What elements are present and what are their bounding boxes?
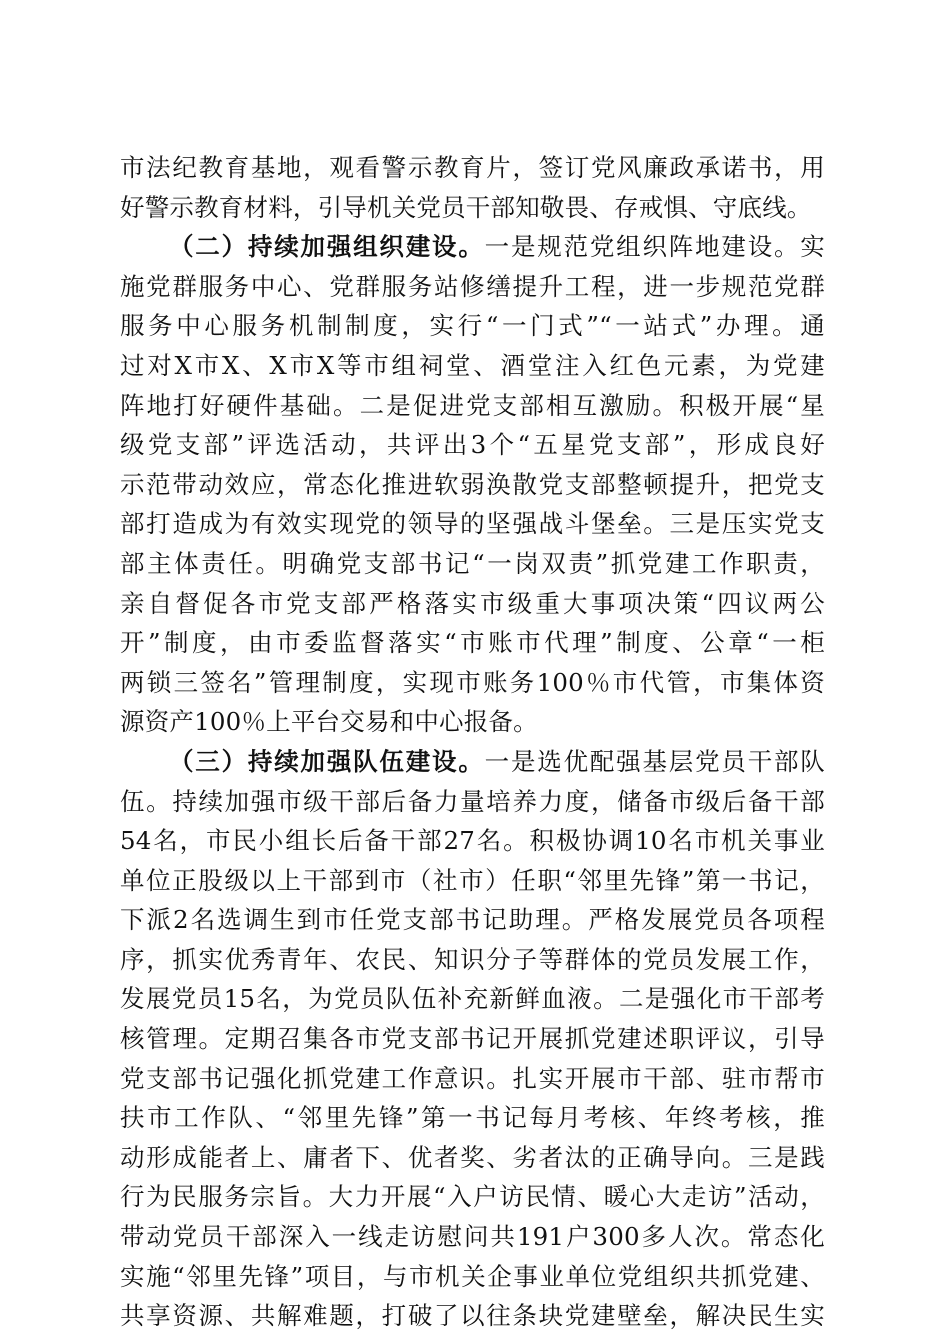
section-heading-line [120, 227, 825, 267]
text-line [120, 465, 825, 505]
text-line [120, 940, 825, 980]
text-line [120, 504, 825, 544]
line-text: 示范带动效应，常态化推进软弱涣散党支部整顿提升，把党支 [120, 469, 825, 499]
text-line [120, 267, 825, 307]
line-text: 54名，市民小组长后备干部27名。积极协调10名市机关事业 [120, 826, 825, 856]
text-line [120, 306, 825, 346]
text-line [120, 702, 825, 742]
line-text: 亲自督促各市党支部严格落实市级重大事项决策“四议两公 [120, 588, 825, 618]
text-line [120, 1098, 825, 1138]
text-line [120, 1138, 825, 1178]
line-text: 部打造成为有效实现党的领导的坚强战斗堡垒。三是压实党支 [120, 509, 825, 539]
text-line [120, 188, 825, 228]
section-heading: （三）持续加强队伍建设。 [169, 746, 485, 776]
line-text: 共享资源、共解难题，打破了以往条块党建壁垒，解决民生实 [120, 1301, 825, 1331]
text-line [120, 821, 825, 861]
text-line [120, 782, 825, 822]
line-text: 阵地打好硬件基础。二是促进党支部相互激励。积极开展“星 [120, 390, 825, 420]
text-line [120, 346, 825, 386]
document-body [120, 148, 825, 1336]
line-text: 行为民服务宗旨。大力开展“入户访民情、暖心大走访”活动， [120, 1182, 825, 1212]
text-line [120, 1059, 825, 1099]
text-line [120, 386, 825, 426]
line-text: 序，抓实优秀青年、农民、知识分子等群体的党员发展工作， [120, 944, 825, 974]
line-text: 部主体责任。明确党支部书记“一岗双责”抓党建工作职责， [120, 548, 825, 578]
line-text: 两锁三签名”管理制度，实现市账务100％市代管，市集体资 [120, 667, 825, 697]
line-text: 发展党员15名，为党员队伍补充新鲜血液。二是强化市干部考 [120, 984, 825, 1014]
line-text: 过对X市X、X市X等市组祠堂、酒堂注入红色元素，为党建 [120, 350, 825, 380]
text-line [120, 1019, 825, 1059]
text-line [120, 623, 825, 663]
line-text: 核管理。定期召集各市党支部书记开展抓党建述职评议，引导 [120, 1024, 825, 1054]
line-text: 实施“邻里先锋”项目，与市机关企事业单位党组织共抓党建、 [120, 1261, 825, 1291]
line-text: 施党群服务中心、党群服务站修缮提升工程，进一步规范党群 [120, 271, 825, 301]
line-text: 单位正股级以上干部到市（社市）任职“邻里先锋”第一书记， [120, 865, 825, 895]
text-line [120, 148, 825, 188]
line-text: 伍。持续加强市级干部后备力量培养力度，储备市级后备干部 [120, 786, 825, 816]
text-line [120, 861, 825, 901]
section-heading: （二）持续加强组织建设。 [169, 232, 485, 262]
text-line [120, 1217, 825, 1257]
text-line [120, 1177, 825, 1217]
text-line [120, 663, 825, 703]
text-line [120, 900, 825, 940]
line-text: 党支部书记强化抓党建工作意识。扎实开展市干部、驻市帮市 [120, 1063, 825, 1093]
line-text: 带动党员干部深入一线走访慰问共191户300多人次。常态化 [120, 1222, 825, 1252]
line-text: 级党支部”评选活动，共评出3个“五星党支部”，形成良好 [120, 430, 825, 460]
text-line [120, 544, 825, 584]
line-text: 好警示教育材料，引导机关党员干部知敬畏、存戒惧、守底线。 [120, 192, 812, 222]
line-text: 一是选优配强基层党员干部队 [484, 746, 825, 776]
text-line [120, 1296, 825, 1336]
section-heading-line [120, 742, 825, 782]
line-text: 服务中心服务机制制度，实行“一门式”“一站式”办理。通 [120, 311, 825, 341]
line-text: 动形成能者上、庸者下、优者奖、劣者汰的正确导向。三是践 [120, 1142, 825, 1172]
line-text: 扶市工作队、“邻里先锋”第一书记每月考核、年终考核，推 [120, 1103, 825, 1133]
line-text: 一是规范党组织阵地建设。实 [484, 232, 825, 262]
text-line [120, 425, 825, 465]
line-text: 开”制度，由市委监督落实“市账市代理”制度、公章“一柜 [120, 628, 825, 658]
line-text: 市法纪教育基地，观看警示教育片，签订党风廉政承诺书，用 [120, 153, 825, 182]
line-text: 下派2名选调生到市任党支部书记助理。严格发展党员各项程 [120, 905, 825, 935]
line-text: 源资产100％上平台交易和中心报备。 [120, 707, 538, 737]
text-line [120, 1257, 825, 1297]
text-line [120, 979, 825, 1019]
text-line [120, 584, 825, 624]
